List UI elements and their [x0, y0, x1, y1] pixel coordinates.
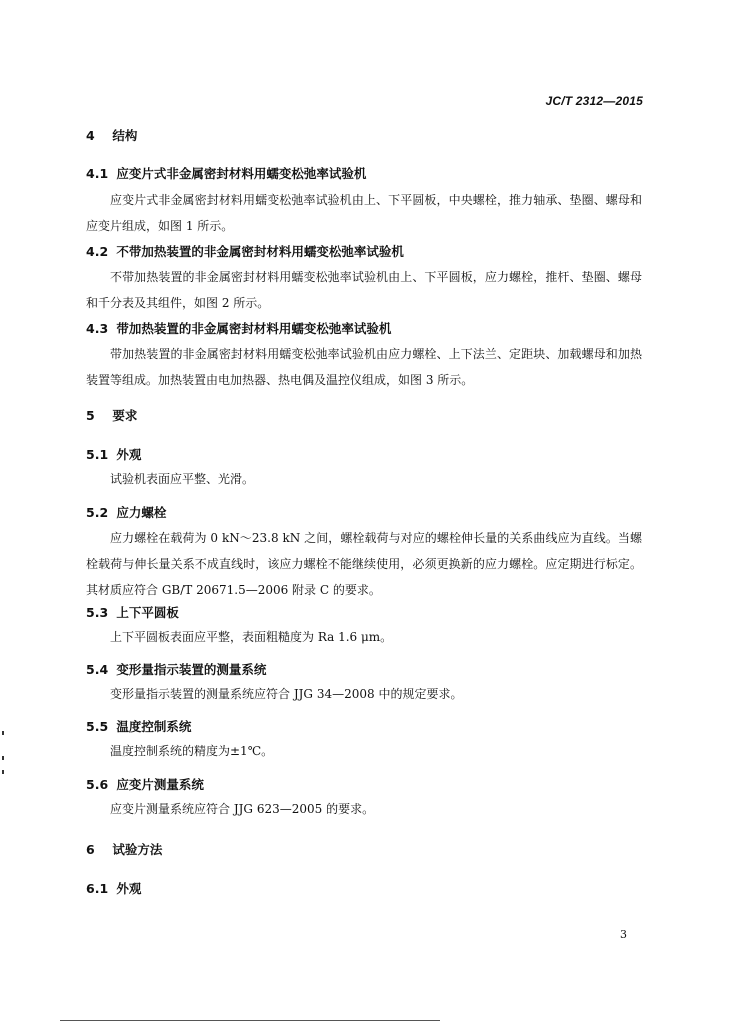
section-body-4-1: 应变片式非金属密封材料用蠕变松弛率试验机由上、下平圆板，中央螺栓，推力轴承、垫圈、螺母和应变片组成，如图 1 所示。 — [86, 193, 642, 233]
section-heading-5-3 — [86, 603, 179, 621]
section-title: 变形量指示装置的测量系统 — [116, 662, 267, 677]
section-title: 应力螺栓 — [116, 505, 167, 520]
section-title: 应变片式非金属密封材料用蠕变松弛率试验机 — [116, 166, 367, 181]
section-heading-5-6 — [86, 775, 204, 793]
section-number: 5.5 — [86, 719, 109, 734]
section-number: 5.4 — [86, 662, 109, 677]
section-title: 结构 — [112, 128, 138, 143]
section-title: 温度控制系统 — [116, 719, 192, 734]
section-number: 5 — [86, 408, 95, 423]
section-heading-5-4 — [86, 660, 266, 678]
section-number: 6 — [86, 842, 95, 857]
section-number: 4.2 — [86, 244, 109, 259]
section-number: 6.1 — [86, 881, 109, 896]
section-title: 要求 — [112, 408, 138, 423]
section-title: 不带加热装置的非金属密封材料用蠕变松弛率试验机 — [116, 244, 404, 259]
scan-margin-mark — [2, 770, 4, 774]
section-title: 外观 — [116, 447, 142, 462]
scan-margin-mark — [2, 731, 4, 735]
section-heading-4 — [86, 126, 137, 144]
scan-margin-mark — [2, 756, 4, 760]
page-number: 3 — [620, 928, 627, 941]
section-body-4-2: 不带加热装置的非金属密封材料用蠕变松弛率试验机由上、下平圆板，应力螺栓，推杆、垫圈、螺母和千分表及其组件，如图 2 所示。 — [86, 270, 642, 310]
section-title: 试验方法 — [112, 842, 163, 857]
section-number: 4.3 — [86, 321, 109, 336]
section-body-5-3: 上下平圆板表面应平整，表面粗糙度为 Ra 1.6 μm。 — [110, 630, 393, 644]
section-heading-4-2 — [86, 242, 404, 260]
section-heading-6 — [86, 840, 162, 858]
section-title: 带加热装置的非金属密封材料用蠕变松弛率试验机 — [116, 321, 392, 336]
section-heading-6-1 — [86, 879, 141, 897]
section-body-5-4: 变形量指示装置的测量系统应符合 JJG 34—2008 中的规定要求。 — [110, 687, 463, 701]
section-body-4-3: 带加热装置的非金属密封材料用蠕变松弛率试验机由应力螺栓、上下法兰、定距块、加载螺母和加热装置等组成。加热装置由电加热器、热电偶及温控仪组成，如图 3 所示。 — [86, 347, 642, 387]
section-body-5-2: 应力螺栓在载荷为 0 kN～23.8 kN 之间，螺栓载荷与对应的螺栓伸长量的关系曲线应为直线。当螺栓载荷与伸长量关系不成直线时，该应力螺栓不能继续使用，必须更换新的应力螺栓。应定期进行标定。其材质应符合 GB/T 20671.5—2006 附录 C 的要求。 — [86, 531, 642, 597]
section-heading-4-1 — [86, 164, 366, 182]
section-number: 4.1 — [86, 166, 109, 181]
section-heading-5-1 — [86, 445, 141, 463]
section-title: 应变片测量系统 — [116, 777, 204, 792]
standard-code: JC/T 2312—2015 — [545, 94, 643, 108]
bottom-scan-line — [60, 1020, 440, 1021]
section-body-5-1: 试验机表面应平整、光滑。 — [110, 472, 255, 486]
section-number: 5.2 — [86, 505, 109, 520]
section-heading-4-3 — [86, 319, 391, 337]
section-body-5-6: 应变片测量系统应符合 JJG 623—2005 的要求。 — [110, 802, 375, 816]
section-heading-5-5 — [86, 717, 191, 735]
section-number: 4 — [86, 128, 95, 143]
section-number: 5.1 — [86, 447, 109, 462]
section-number: 5.6 — [86, 777, 109, 792]
section-heading-5-2 — [86, 503, 166, 521]
section-title: 上下平圆板 — [116, 605, 179, 620]
section-title: 外观 — [116, 881, 142, 896]
section-heading-5 — [86, 406, 137, 424]
section-number: 5.3 — [86, 605, 109, 620]
section-body-5-5: 温度控制系统的精度为±1℃。 — [110, 744, 274, 758]
